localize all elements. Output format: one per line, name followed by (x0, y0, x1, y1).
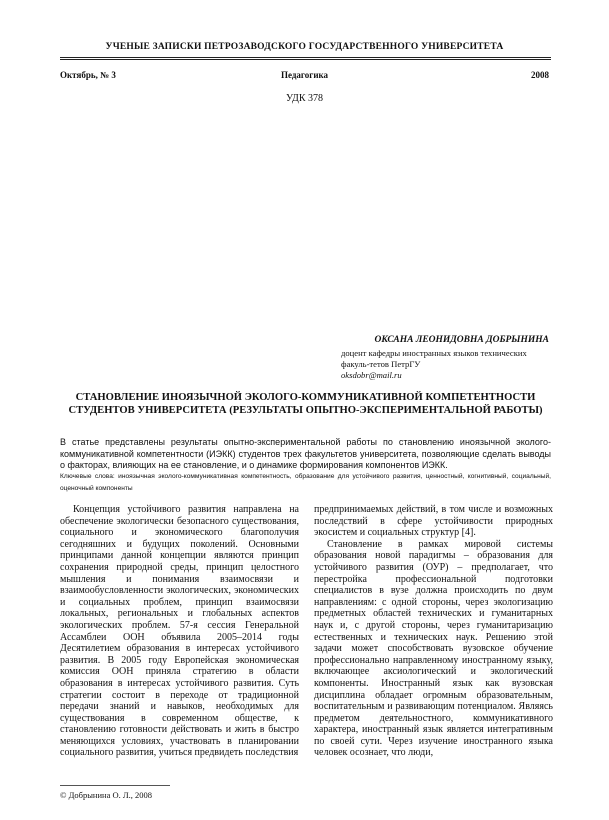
header-rule-top (60, 57, 551, 58)
body-column-right (314, 504, 553, 759)
body-paragraph: Становление в рамках мировой системы образования новой парадигмы – образования для устойчивого развития (ОУР) – предполагает, что перестройка профессиональной подготовки специалистов в вузе должна происходить по двум направлениям: с одной стороны, через экологизацию предметных областей технических и гуманитарных наук и, с другой стороны, через гуманитаризацию естественных и технических наук. Решению этой задачи может способствовать вузовское обучение профессионально направленному иностранному языку, включающее аксиологический и экологический компоненты. Иностранный язык как вузовская дисциплина обладает огромным образовательным, воспитательным и развивающим потенциалом. Являясь предметом деятельностного, коммуникативного характера, иностранный язык является интегративным по своей сути. Через изучение иностранного языка человек осознает, что люди, (314, 538, 553, 759)
udk-code: УДК 378 (285, 93, 324, 104)
header-rule-bottom (60, 59, 551, 60)
author-email: oksdobr@mail.ru (341, 370, 402, 380)
year-label: 2008 (531, 70, 549, 80)
author-name: ОКСАНА ЛЕОНИДОВНА ДОБРЫНИНА (374, 335, 549, 345)
journal-title: УЧЕНЫЕ ЗАПИСКИ ПЕТРОЗАВОДСКОГО ГОСУДАРСТВЕННОГО УНИВЕРСИТЕТА (105, 42, 504, 52)
abstract: В статье представлены результаты опытно-экспериментальной работы по становлению иноязычной эколого-коммуникативной компетентности (ИЭКК) студентов трех факультетов университета, позволяющие сделать выводы о факторах, влияющих на ее становление, и о динамике формирования компонентов ИЭКК. (60, 437, 551, 470)
article-title-line2: СТУДЕНТОВ УНИВЕРСИТЕТА (РЕЗУЛЬТАТЫ ОПЫТНО-ЭКСПЕРИМЕНТАЛЬНОЙ РАБОТЫ) (68, 405, 543, 416)
section-label: Педагогика (280, 70, 329, 80)
issue-label: Октябрь, № 3 (60, 70, 116, 80)
author-affiliation: доцент кафедры иностранных языков технических факуль-тетов ПетрГУ (341, 348, 527, 369)
footnote-rule (60, 785, 170, 786)
keywords: Ключевые слова: иноязычная эколого-коммуникативная компетентность, образование для устойчивого развития, ценностный, когнитивный, социальный, оценочный компоненты (60, 473, 551, 492)
body-paragraph: Концепция устойчивого развития направлена на обеспечение экологически безопасного существования, социального и экономического благополучия сегодняшних и будущих поколений. Основными принципами данной концепции являются принцип сохранения природной среды, принцип целостного мышления и понимания взаимосвязи и взаимообусловленности экологических, экономических и социальных проблем, принцип взаимосвязи локальных, региональных и глобальных аспектов экологических проблем. 57-я сессия Генеральной Ассамблеи ООН объявила 2005–2014 годы Десятилетием образования в интересах устойчивого развития. В 2005 году Европейская экономическая комиссия ООН приняла стратегию в области образования в интересах устойчивого развития. Суть стратегии состоит в переходе от традиционной передачи знаний и навыков, необходимых для существования в современном обществе, к становлению готовности действовать и жить в быстро меняющихся условиях, участвовать в планировании социального развития, учиться предвидеть последствия (60, 504, 299, 759)
copyright: © Добрынина О. Л., 2008 (60, 790, 152, 800)
article-title (60, 391, 551, 417)
body-column-left (60, 504, 299, 759)
body-paragraph: предпринимаемых действий, в том числе и возможных последствий в сфере устойчивости природных экосистем и социальных структур [4]. (314, 504, 553, 539)
article-title-line1: СТАНОВЛЕНИЕ ИНОЯЗЫЧНОЙ ЭКОЛОГО-КОММУНИКАТИВНОЙ КОМПЕТЕНТНОСТИ (75, 392, 536, 403)
